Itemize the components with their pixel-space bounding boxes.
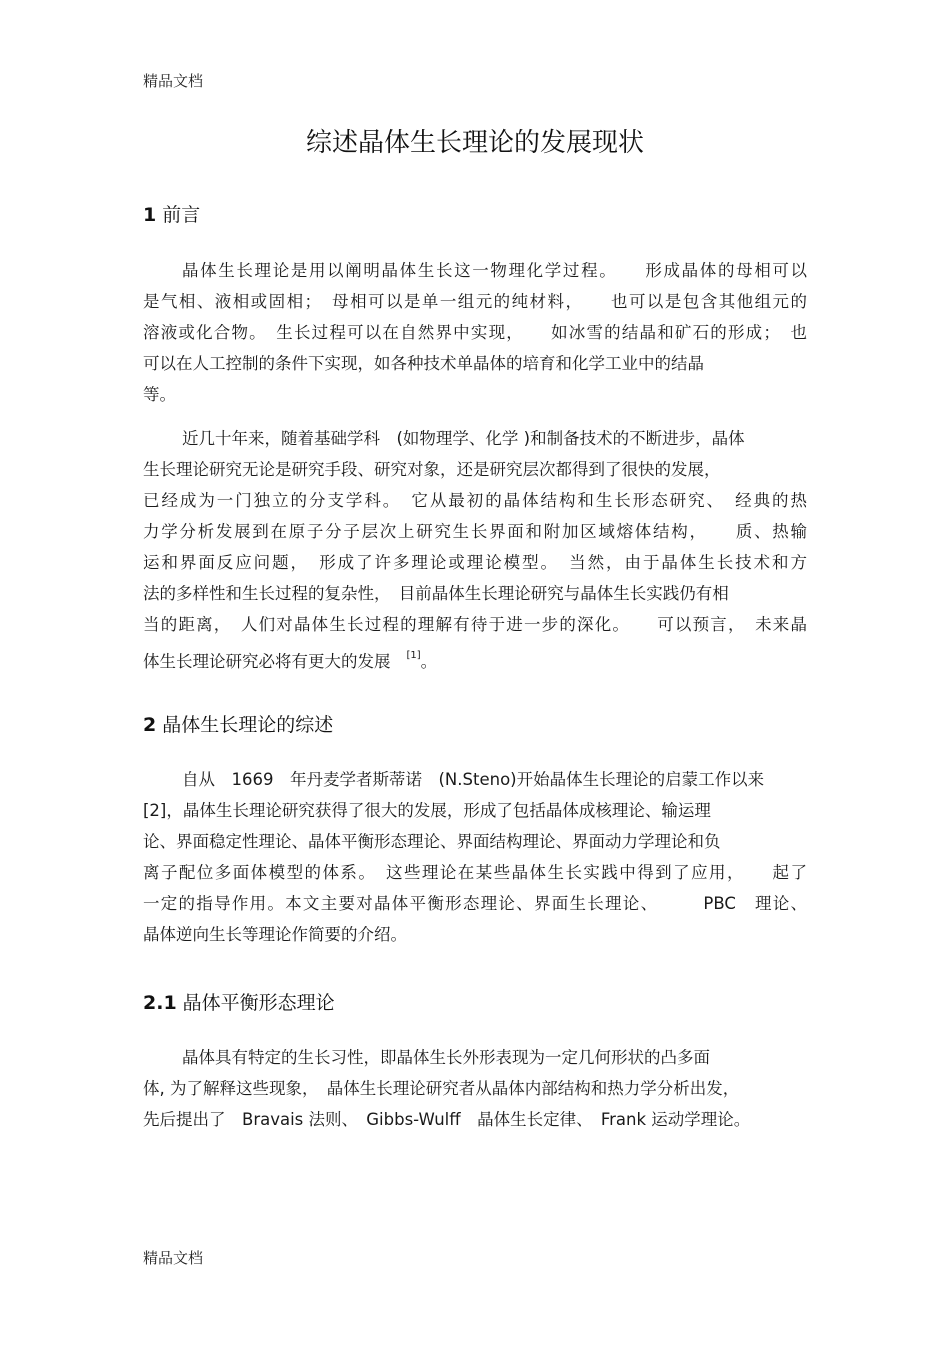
document-title: 综述晶体生长理论的发展现状: [305, 128, 644, 158]
section-2-1-paragraph-1: [143, 1042, 807, 1135]
text-line: 溶液或化合物。 生长过程可以在自然界中实现， 如冰雪的结晶和矿石的形成； 也: [143, 323, 807, 342]
section-number: 1: [143, 204, 157, 226]
text-line: 晶体生长理论是用以阐明晶体生长这一物理化学过程。 形成晶体的母相可以: [182, 261, 807, 280]
section-title: 前言: [162, 204, 201, 226]
section-1-paragraph-2: [143, 423, 807, 671]
section-2-paragraph-1: [143, 764, 807, 950]
section-2-heading: [143, 710, 333, 737]
section-1-heading: [143, 200, 200, 227]
page-header-label: 精品文档: [143, 72, 204, 90]
text-line: 法的多样性和生长过程的复杂性， 目前晶体生长理论研究与晶体生长实践仍有相: [143, 584, 729, 603]
text-line: 当的距离， 人们对晶体生长过程的理解有待于进一步的深化。 可以预言， 未来晶: [143, 615, 807, 634]
citation-ref[interactable]: [1]: [406, 650, 421, 661]
text-line: 近几十年来，随着基础学科 (如物理学、化学 )和制备技术的不断进步，晶体: [182, 429, 745, 448]
text-line: 运和界面反应问题， 形成了许多理论或理论模型。 当然，由于晶体生长技术和方: [143, 553, 807, 572]
section-title: 晶体平衡形态理论: [182, 992, 335, 1014]
section-1-paragraph-1: [143, 255, 807, 410]
text-line: 体, 为了解释这些现象， 晶体生长理论研究者从晶体内部结构和热力学分析出发，: [143, 1079, 740, 1098]
section-title: 晶体生长理论的综述: [162, 714, 334, 736]
section-number: 2.1: [143, 992, 177, 1014]
text-line: 自从 1669 年丹麦学者斯蒂诺 (N.Steno)开始晶体生长理论的启蒙工作以来: [182, 770, 765, 789]
text-line: 等。: [143, 385, 176, 404]
text-line: 论、界面稳定性理论、晶体平衡形态理论、界面结构理论、界面动力学理论和负: [143, 832, 721, 851]
text-line: 生长理论研究无论是研究手段、研究对象，还是研究层次都得到了很快的发展，: [143, 460, 721, 479]
section-2-1-heading: [143, 988, 335, 1015]
text-line: 先后提出了 Bravais 法则、 Gibbs-Wulff 晶体生长定律、 Frank 运动学理论。: [143, 1110, 751, 1129]
text-line: 已经成为一门独立的分支学科。 它从最初的晶体结构和生长形态研究、 经典的热: [143, 491, 807, 510]
text-line: 离子配位多面体模型的体系。 这些理论在某些晶体生长实践中得到了应用， 起了: [143, 863, 807, 882]
text-line: 晶体逆向生长等理论作简要的介绍。: [143, 925, 407, 944]
section-number: 2: [143, 714, 157, 736]
text-line-with-citation: [143, 640, 807, 671]
text-line: 可以在人工控制的条件下实现，如各种技术单晶体的培育和化学工业中的结晶: [143, 354, 704, 373]
text-line: 一定的指导作用。本文主要对晶体平衡形态理论、界面生长理论、 PBC 理论、: [143, 894, 807, 913]
text-line: 晶体具有特定的生长习性，即晶体生长外形表现为一定几何形状的凸多面: [182, 1048, 710, 1067]
text-fragment: 体生长理论研究必将有更大的发展: [143, 652, 391, 671]
text-line: 力学分析发展到在原子分子层次上研究生长界面和附加区域熔体结构， 质、热输: [143, 522, 807, 541]
text-fragment: 。: [420, 652, 438, 671]
text-line: 是气相、液相或固相； 母相可以是单一组元的纯材料， 也可以是包含其他组元的: [143, 292, 807, 311]
page-footer-label: 精品文档: [143, 1249, 204, 1267]
text-line: [2]，晶体生长理论研究获得了很大的发展，形成了包括晶体成核理论、输运理: [143, 801, 711, 820]
